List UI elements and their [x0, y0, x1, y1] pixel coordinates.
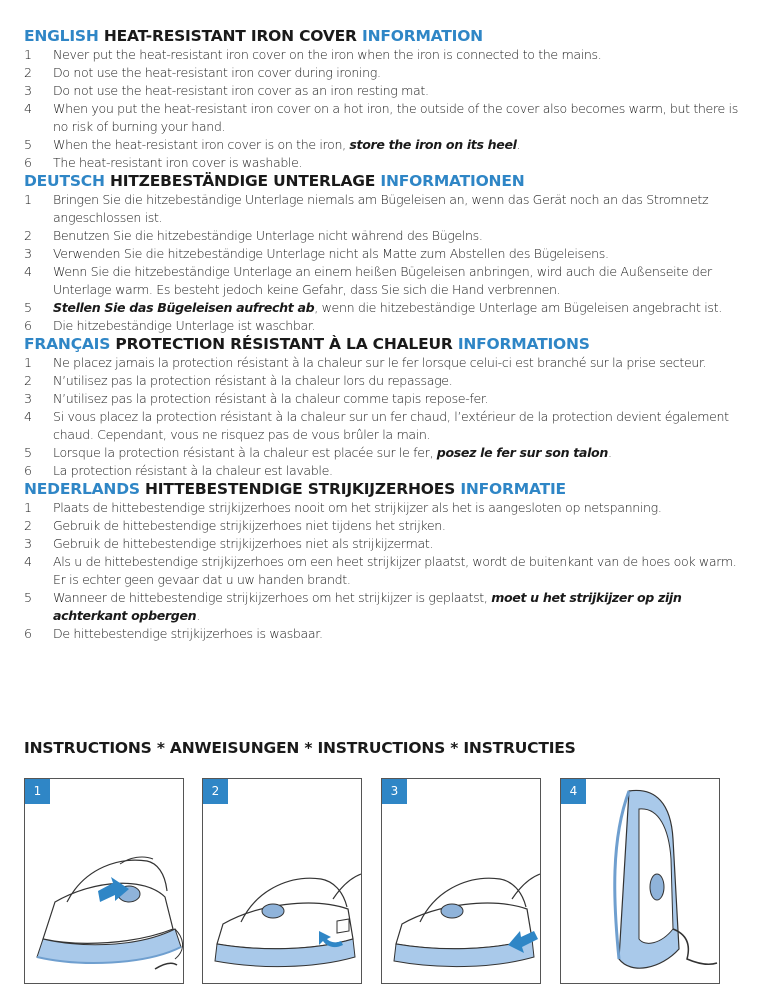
- list-item: [24, 227, 748, 245]
- item-text: Gebruik de hittebestendige strijkijzerhoes niet tijdens het strijken.: [53, 518, 446, 533]
- item-number: 6: [24, 318, 32, 333]
- list-item: [24, 444, 748, 462]
- item-text: Als u de hittebestendige strijkijzerhoes om een heet strijkijzer plaatst, wordt de buitenkant van de hoes ook warm. Er is echter geen gevaar dat u uw handen brandt.: [53, 554, 737, 587]
- section-info-label: INFORMATION: [362, 27, 483, 45]
- item-text: N’utilisez pas la protection résistant à la chaleur lors du repassage.: [53, 373, 453, 388]
- manual-text: [24, 27, 748, 643]
- item-text: When the heat-resistant iron cover is on the iron,: [53, 137, 350, 152]
- iron-cover-fit-illustration: [382, 779, 541, 984]
- item-number: 5: [24, 445, 32, 460]
- step-panel-1: [24, 778, 184, 984]
- iron-cover-slide-illustration: [203, 779, 362, 984]
- item-text: Do not use the heat-resistant iron cover as an iron resting mat.: [53, 83, 429, 98]
- list-item: [24, 625, 748, 643]
- list-item: [24, 82, 748, 100]
- step-number-1: 1: [25, 779, 50, 804]
- list-item: [24, 553, 748, 589]
- item-text: When you put the heat-resistant iron cover on a hot iron, the outside of the cover also becomes warm, but there is no risk of burning your hand.: [53, 101, 738, 134]
- list-item: [24, 589, 748, 625]
- iron-cover-attach-illustration: [25, 779, 184, 984]
- section-heading: [24, 27, 748, 46]
- item-number: 4: [24, 409, 32, 424]
- item-text: Die hitzebeständige Unterlage ist waschbar.: [53, 318, 316, 333]
- item-number: 6: [24, 626, 32, 641]
- item-number: 6: [24, 155, 32, 170]
- item-emphasis: posez le fer sur son talon: [436, 445, 608, 460]
- item-text: N’utilisez pas la protection résistant à la chaleur comme tapis repose-fer.: [53, 391, 489, 406]
- item-number: 3: [24, 536, 32, 551]
- list-item: [24, 46, 748, 64]
- item-text: La protection résistant à la chaleur est lavable.: [53, 463, 333, 478]
- list-item: [24, 245, 748, 263]
- item-number: 2: [24, 228, 32, 243]
- section-info-label: INFORMATIONS: [457, 335, 590, 353]
- item-text: Benutzen Sie die hitzebeständige Unterlage nicht während des Bügelns.: [53, 228, 483, 243]
- step-panel-4: [560, 778, 720, 984]
- list-item: [24, 499, 748, 517]
- list-item: [24, 263, 748, 299]
- instruction-list: [24, 46, 748, 172]
- section-title: PROTECTION RÉSISTANT À LA CHALEUR: [115, 335, 453, 353]
- instruction-list: [24, 499, 748, 643]
- item-text-end: .: [196, 608, 200, 623]
- item-number: 2: [24, 65, 32, 80]
- section-title: HITTEBESTENDIGE STRIJKIJZERHOES: [145, 480, 456, 498]
- section-info-label: INFORMATIE: [460, 480, 566, 498]
- list-item: [24, 317, 748, 335]
- item-number: 3: [24, 391, 32, 406]
- section-title: HITZEBESTÄNDIGE UNTERLAGE: [109, 172, 376, 190]
- item-text: Never put the heat-resistant iron cover on the iron when the iron is connected to the mains.: [53, 47, 602, 62]
- step-number-3: 3: [382, 779, 407, 804]
- section-language: NEDERLANDS: [24, 480, 140, 498]
- item-text: Do not use the heat-resistant iron cover during ironing.: [53, 65, 381, 80]
- section-title: HEAT-RESISTANT IRON COVER: [103, 27, 357, 45]
- list-item: [24, 390, 748, 408]
- item-number: 3: [24, 246, 32, 261]
- item-text: Verwenden Sie die hitzebeständige Unterlage nicht als Matte zum Abstellen des Bügeleisens.: [53, 246, 609, 261]
- instruction-list: [24, 354, 748, 480]
- list-item: [24, 100, 748, 136]
- item-number: 1: [24, 47, 32, 62]
- item-number: 2: [24, 373, 32, 388]
- item-number: 6: [24, 463, 32, 478]
- item-number: 5: [24, 590, 32, 605]
- list-item: [24, 517, 748, 535]
- step-panel-2: [202, 778, 362, 984]
- item-number: 1: [24, 192, 32, 207]
- section-language: ENGLISH: [24, 27, 99, 45]
- list-item: [24, 372, 748, 390]
- item-number: 5: [24, 137, 32, 152]
- item-text: Bringen Sie die hitzebeständige Unterlage niemals am Bügeleisen an, wenn das Gerät noch an das Stromnetz angeschlossen ist.: [53, 192, 709, 225]
- instruction-list: [24, 191, 748, 335]
- instructions-title: INSTRUCTIONS * ANWEISUNGEN * INSTRUCTIONS * INSTRUCTIES: [24, 739, 576, 757]
- list-item: [24, 354, 748, 372]
- section-heading: [24, 480, 748, 499]
- item-number: 1: [24, 355, 32, 370]
- section-heading: [24, 172, 748, 191]
- section-language: FRANÇAIS: [24, 335, 111, 353]
- step-number-4: 4: [561, 779, 586, 804]
- item-number: 2: [24, 518, 32, 533]
- item-text: Si vous placez la protection résistant à la chaleur sur un fer chaud, l’extérieur de la protection devient également chaud. Cependant, vous ne risquez pas de vous brûler la main.: [53, 409, 729, 442]
- item-emphasis: store the iron on its heel: [349, 137, 517, 152]
- step-number-2: 2: [203, 779, 228, 804]
- item-text: Plaats de hittebestendige strijkijzerhoes nooit om het strijkijzer als het is aangesloten op netspanning.: [53, 500, 662, 515]
- list-item: [24, 299, 748, 317]
- item-number: 1: [24, 500, 32, 515]
- item-number: 4: [24, 554, 32, 569]
- list-item: [24, 64, 748, 82]
- step-panel-3: [381, 778, 541, 984]
- section-heading: [24, 335, 748, 354]
- iron-on-heel-illustration: [561, 779, 720, 984]
- item-text: Lorsque la protection résistant à la chaleur est placée sur le fer,: [53, 445, 437, 460]
- item-text-end: .: [516, 137, 521, 152]
- item-number: 3: [24, 83, 32, 98]
- list-item: [24, 136, 748, 154]
- item-number: 4: [24, 264, 32, 279]
- item-text: Gebruik de hittebestendige strijkijzerhoes niet als strijkijzermat.: [53, 536, 434, 551]
- item-number: 4: [24, 101, 32, 116]
- list-item: [24, 535, 748, 553]
- item-emphasis: moet u het strijkijzer op zijn achterkant opbergen: [53, 590, 682, 623]
- item-text: Wenn Sie die hitzebeständige Unterlage an einem heißen Bügeleisen anbringen, wird auch die Außenseite der Unterlage warm. Es besteht jedoch keine Gefahr, dass Sie sich die Hand verbrennen.: [53, 264, 712, 297]
- item-emphasis: Stellen Sie das Bügeleisen aufrecht ab: [53, 300, 315, 315]
- item-text-end: , wenn die hitzebeständige Unterlage am Bügeleisen angebracht ist.: [314, 300, 722, 315]
- list-item: [24, 154, 748, 172]
- list-item: [24, 462, 748, 480]
- section-language: DEUTSCH: [24, 172, 105, 190]
- list-item: [24, 408, 748, 444]
- item-number: 5: [24, 300, 32, 315]
- item-text: Ne placez jamais la protection résistant à la chaleur sur le fer lorsque celui-ci est branché sur la prise secteur.: [53, 355, 707, 370]
- list-item: [24, 191, 748, 227]
- item-text: The heat-resistant iron cover is washable.: [53, 155, 303, 170]
- item-text: Wanneer de hittebestendige strijkijzerhoes om het strijkijzer is geplaatst,: [53, 590, 492, 605]
- item-text-end: .: [607, 445, 612, 460]
- section-info-label: INFORMATIONEN: [380, 172, 525, 190]
- item-text: De hittebestendige strijkijzerhoes is wasbaar.: [53, 626, 323, 641]
